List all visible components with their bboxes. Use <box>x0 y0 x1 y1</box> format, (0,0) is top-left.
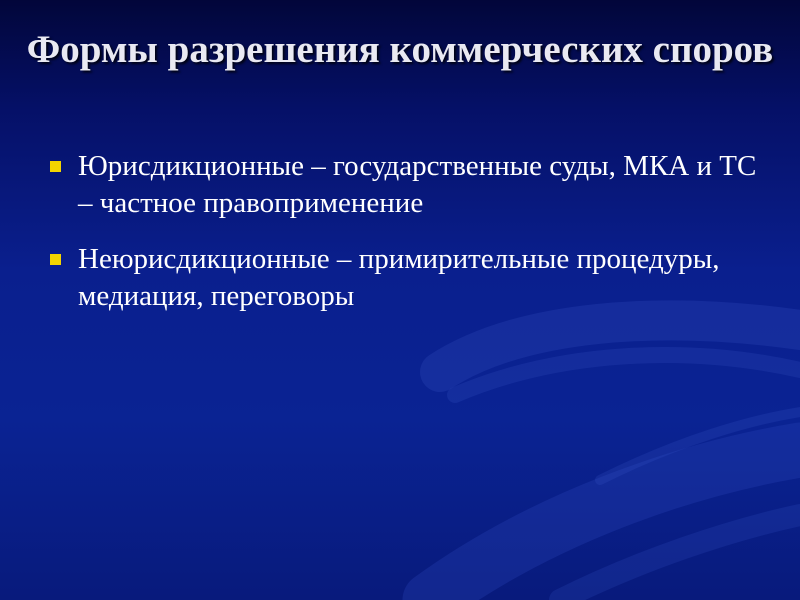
bullet-list <box>48 148 768 334</box>
list-item <box>48 241 768 315</box>
bullet-square-icon <box>50 161 61 172</box>
list-item <box>48 148 768 222</box>
bullet-text: Юрисдикционные – государственные суды, МКА и ТС – частное правоприменение <box>78 150 757 219</box>
bullet-square-icon <box>50 254 61 265</box>
bullet-text: Неюрисдикционные – примирительные процедуры, медиация, переговоры <box>78 243 720 312</box>
slide-title: Формы разрешения коммерческих споров <box>26 28 774 71</box>
